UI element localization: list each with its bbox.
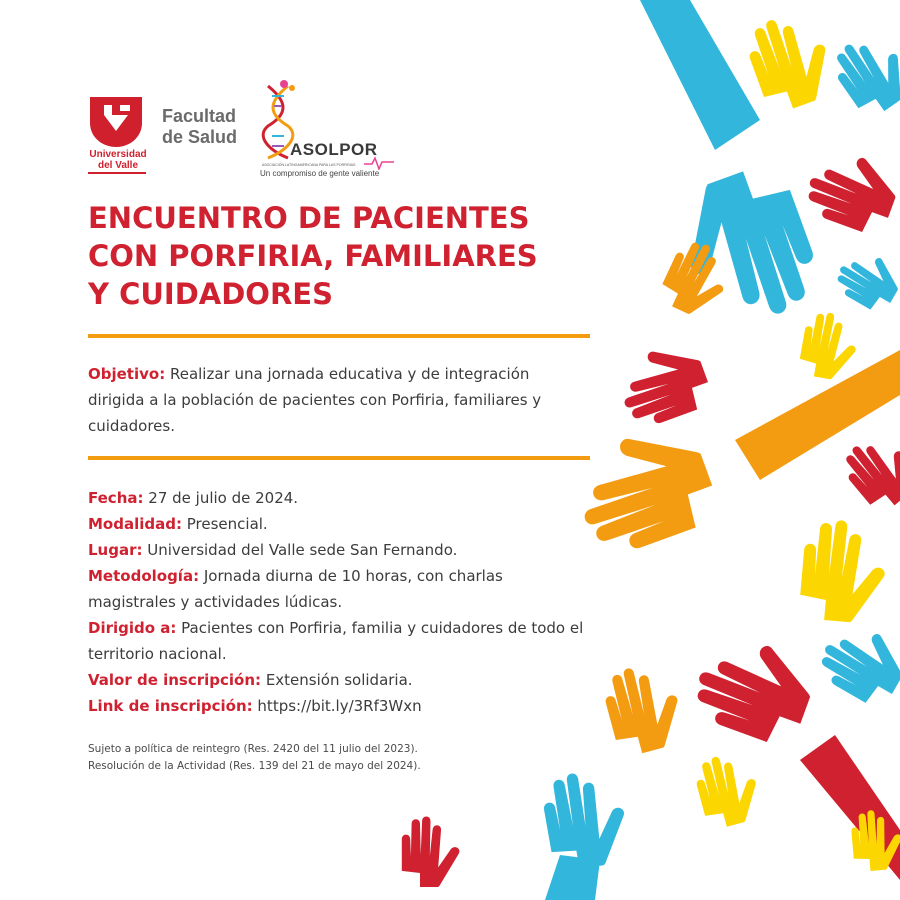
hand-icon <box>800 144 900 239</box>
hand-icon <box>797 309 861 383</box>
lugar-label: Lugar: <box>88 541 143 559</box>
asolpor-subtitle: ASOCIACIÓN LATINOAMERICANA PARA LAS PORFIRIAS <box>262 163 356 167</box>
objective-label: Objetivo: <box>88 365 166 383</box>
detail-modalidad <box>88 511 588 537</box>
faculty-name <box>162 106 237 148</box>
hand-icon <box>656 235 738 323</box>
hand-icon <box>812 615 900 712</box>
footer-line-1: Sujeto a política de reintegro (Res. 2420 del 11 julio del 2023). <box>88 743 418 755</box>
metodologia-label: Metodología: <box>88 567 200 585</box>
university-name: Universidad del Valle <box>89 149 147 171</box>
asolpor-logo <box>242 64 402 188</box>
lugar-value: Universidad del Valle sede San Fernando. <box>142 541 458 559</box>
detail-dirigido <box>88 615 588 667</box>
detail-valor <box>88 667 588 693</box>
event-details <box>88 485 588 719</box>
asolpor-tagline: Un compromiso de gente valiente <box>260 169 380 178</box>
footer-line-2: Resolución de la Actividad (Res. 139 del 21 de mayo del 2024). <box>88 760 421 772</box>
faculty-line-2: de Salud <box>162 127 238 147</box>
universidad-del-valle-logo <box>88 97 147 177</box>
detail-fecha <box>88 485 588 511</box>
hand-icon <box>402 816 460 887</box>
event-title <box>88 199 608 313</box>
hand-icon <box>691 748 765 831</box>
title-line-1: ENCUENTRO DE PACIENTES <box>88 201 530 235</box>
university-shield-icon <box>90 97 142 147</box>
hand-icon <box>825 25 900 122</box>
fecha-value: 27 de julio de 2024. <box>143 489 299 507</box>
registration-link[interactable]: https://bit.ly/3Rf3Wxn <box>252 697 422 715</box>
objective-text: Realizar una jornada educativa y de integración dirigida a la población de pacientes con Porfiria, familiares y cuidadores. <box>88 365 542 435</box>
valor-label: Valor de inscripción: <box>88 671 262 689</box>
title-line-3: Y CUIDADORES <box>88 277 333 311</box>
fecha-label: Fecha: <box>88 489 144 507</box>
footer-notes <box>88 741 508 775</box>
title-line-2: CON PORFIRIA, FAMILIARES <box>88 239 538 273</box>
hand-icon <box>599 658 689 759</box>
hand-icon <box>611 337 715 432</box>
hand-icon <box>798 517 889 625</box>
faculty-line-1: Facultad <box>162 106 237 126</box>
hand-icon <box>830 243 900 316</box>
valor-value: Extensión solidaria. <box>261 671 413 689</box>
hand-icon <box>740 6 841 117</box>
modalidad-label: Modalidad: <box>88 515 182 533</box>
divider-top <box>88 334 590 338</box>
objective-paragraph <box>88 361 588 439</box>
dirigido-label: Dirigido a: <box>88 619 177 637</box>
divider <box>88 172 146 174</box>
detail-link <box>88 693 588 719</box>
hand-icon <box>539 766 633 900</box>
link-label: Link de inscripción: <box>88 697 253 715</box>
hand-icon <box>835 426 900 517</box>
detail-lugar <box>88 537 588 563</box>
modalidad-value: Presencial. <box>181 515 268 533</box>
divider-bottom <box>88 456 590 460</box>
metodologia-value: Jornada diurna de 10 horas, con charlas magistrales y actividades lúdicas. <box>88 567 503 611</box>
detail-metodologia <box>88 563 588 615</box>
dirigido-value: Pacientes con Porfiria, familia y cuidadores de todo el territorio nacional. <box>88 619 584 663</box>
asolpor-name: ASOLPOR <box>290 140 378 159</box>
